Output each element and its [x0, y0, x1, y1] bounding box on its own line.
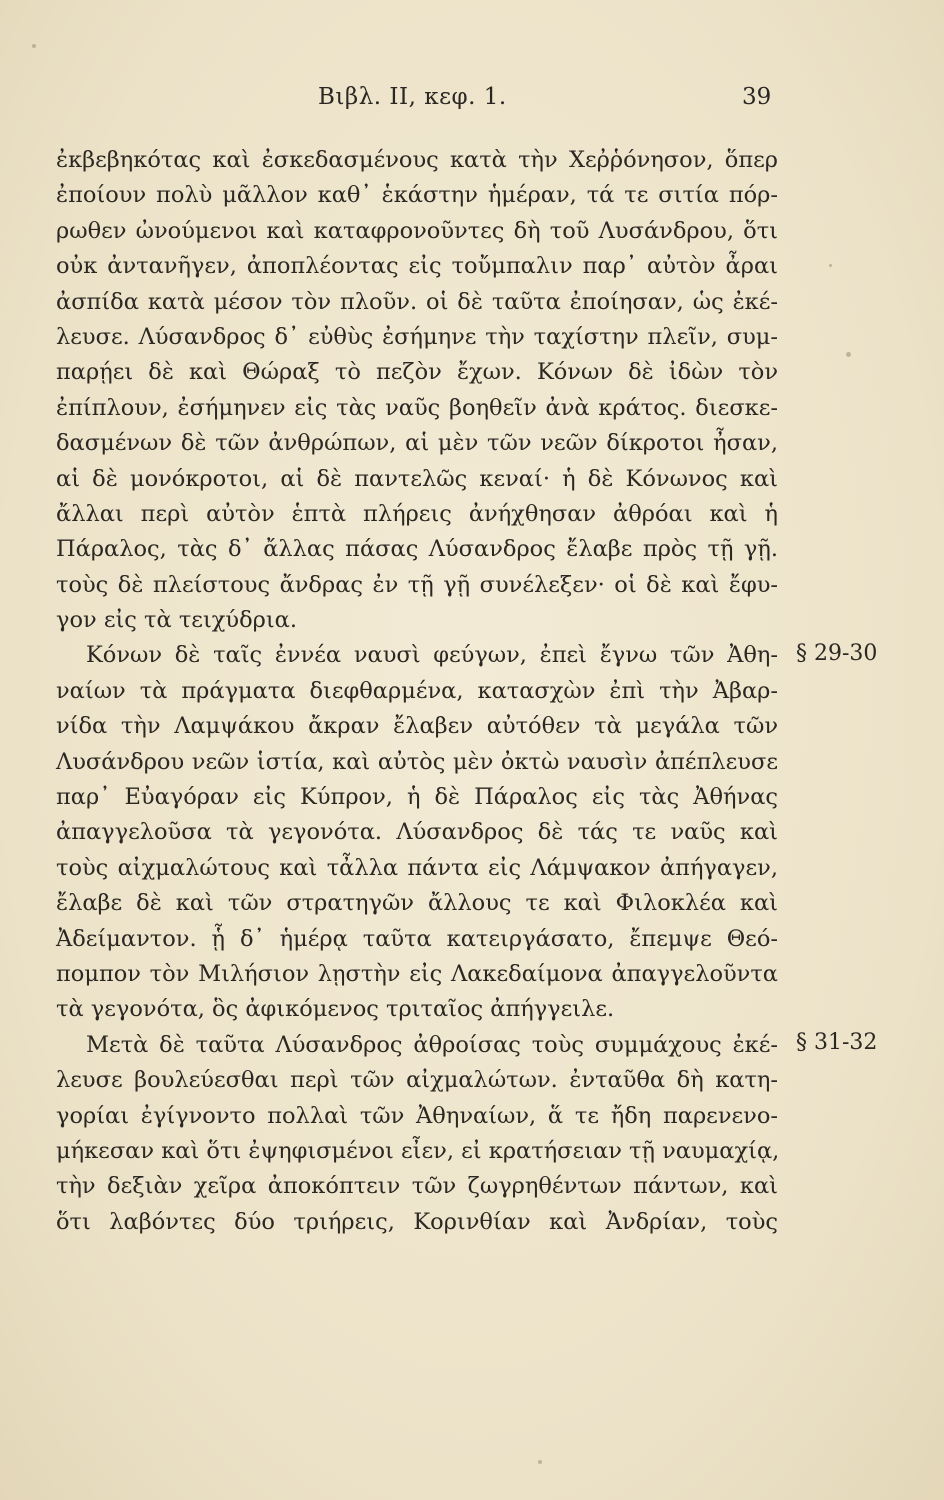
- text-line: οὐκ ἀντανῆγεν, ἀποπλέοντας εἰς τοὔμπαλιν παρ᾽ αὐτὸν ἆραι: [56, 253, 778, 280]
- text-line: ρωθεν ὠνούμενοι καὶ καταφρονοῦντες δὴ τοῦ Λυσάνδρου, ὅτι: [56, 217, 778, 244]
- running-head: Βιβλ. II, κεφ. 1.: [318, 84, 507, 110]
- text-line: Πάραλος, τὰς δ᾽ ἄλλας πάσας Λύσανδρος ἔλαβε πρὸς τῇ γῇ.: [56, 536, 778, 563]
- text-line: γορίαι ἐγίγνοντο πολλαὶ τῶν Ἀθηναίων, ἅ τε ἤδη παρενενο-: [56, 1102, 778, 1129]
- text-line: ὅτι λαβόντες δύο τριήρεις, Κορινθίαν καὶ Ἀνδρίαν, τοὺς: [56, 1208, 778, 1235]
- text-line: μήκεσαν καὶ ὅτι ἐψηφισμένοι εἶεν, εἰ κρατήσειαν τῇ ναυμαχίᾳ,: [56, 1137, 780, 1164]
- margin-section-note: § 31-32: [796, 1030, 878, 1055]
- text-line: ἐποίουν πολὺ μᾶλλον καθ᾽ ἑκάστην ἡμέραν, τά τε σιτία πόρ-: [56, 182, 778, 209]
- text-line: λευσε βουλεύεσθαι περὶ τῶν αἰχμαλώτων. ἐνταῦθα δὴ κατη-: [56, 1067, 778, 1094]
- page-header: [0, 84, 944, 120]
- text-line: τοὺς δὲ πλείστους ἄνδρας ἐν τῇ γῇ συνέλεξεν· οἱ δὲ καὶ ἔφυ-: [56, 571, 778, 598]
- text-line: τὴν δεξιὰν χεῖρα ἀποκόπτειν τῶν ζωγρηθέντων πάντων, καὶ: [56, 1173, 778, 1200]
- paper-speck: [846, 352, 851, 357]
- paper-speck: [829, 264, 832, 267]
- text-line: τοὺς αἰχμαλώτους καὶ τἆλλα πάντα εἰς Λάμψακον ἀπήγαγεν,: [56, 854, 778, 881]
- margin-section-note: § 29-30: [796, 640, 878, 666]
- text-line: ἔλαβε δὲ καὶ τῶν στρατηγῶν ἄλλους τε καὶ Φιλοκλέα καὶ: [56, 890, 778, 917]
- text-line: τὰ γεγονότα, ὃς ἀφικόμενος τριταῖος ἀπήγγειλε.: [56, 996, 615, 1023]
- text-line: πομπον τὸν Μιλήσιον λῃστὴν εἰς Λακεδαίμονα ἀπαγγελοῦντα: [56, 960, 778, 987]
- text-line: Κόνων δὲ ταῖς ἐννέα ναυσὶ φεύγων, ἐπεὶ ἔγνω τῶν Ἀθη-: [86, 642, 778, 669]
- text-line: ἄλλαι περὶ αὐτὸν ἑπτὰ πλήρεις ἀνήχθησαν ἀθρόαι καὶ ἡ: [56, 500, 778, 527]
- text-line: λευσε. Λύσανδρος δ᾽ εὐθὺς ἐσήμηνε τὴν ταχίστην πλεῖν, συμ-: [56, 323, 778, 350]
- text-line: ἀπαγγελοῦσα τὰ γεγονότα. Λύσανδρος δὲ τάς τε ναῦς καὶ: [56, 819, 778, 846]
- text-line: ἐπίπλουν, ἐσήμηνεν εἰς τὰς ναῦς βοηθεῖν ἀνὰ κράτος. διεσκε-: [56, 394, 778, 421]
- text-line: γον εἰς τὰ τειχύδρια.: [56, 607, 298, 634]
- text-line: Μετὰ δὲ ταῦτα Λύσανδρος ἀθροίσας τοὺς συμμάχους ἐκέ-: [86, 1031, 778, 1058]
- text-line: παρ᾽ Εὐαγόραν εἰς Κύπρον, ἡ δὲ Πάραλος εἰς τὰς Ἀθήνας: [56, 784, 778, 811]
- text-line: Λυσάνδρου νεῶν ἱστία, καὶ αὐτὸς μὲν ὀκτὼ ναυσὶν ἀπέπλευσε: [56, 748, 778, 775]
- text-line: ναίων τὰ πράγματα διεφθαρμένα, κατασχὼν ἐπὶ τὴν Ἀβαρ-: [56, 677, 778, 704]
- text-line: ἐκβεβηκότας καὶ ἐσκεδασμένους κατὰ τὴν Χεῤῥόνησον, ὅπερ: [56, 147, 778, 173]
- paper-speck: [538, 1460, 542, 1464]
- text-line: Ἀδείμαντον. ᾗ δ᾽ ἡμέρᾳ ταῦτα κατειργάσατο, ἔπεμψε Θεό-: [56, 925, 778, 952]
- page-number: 39: [742, 84, 772, 110]
- paper-speck: [32, 44, 36, 48]
- text-line: δασμένων δὲ τῶν ἀνθρώπων, αἱ μὲν τῶν νεῶν δίκροτοι ἦσαν,: [56, 430, 778, 457]
- text-line: αἱ δὲ μονόκροτοι, αἱ δὲ παντελῶς κεναί· ἡ δὲ Κόνωνος καὶ: [56, 465, 778, 492]
- text-line: νίδα τὴν Λαμψάκου ἄκραν ἔλαβεν αὐτόθεν τὰ μεγάλα τῶν: [56, 713, 778, 740]
- body-text: [56, 143, 778, 1240]
- text-line: ἀσπίδα κατὰ μέσον τὸν πλοῦν. οἱ δὲ ταῦτα ἐποίησαν, ὡς ἐκέ-: [56, 288, 778, 315]
- text-line: παρῄει δὲ καὶ Θώραξ τὸ πεζὸν ἔχων. Κόνων δὲ ἰδὼν τὸν: [56, 359, 778, 386]
